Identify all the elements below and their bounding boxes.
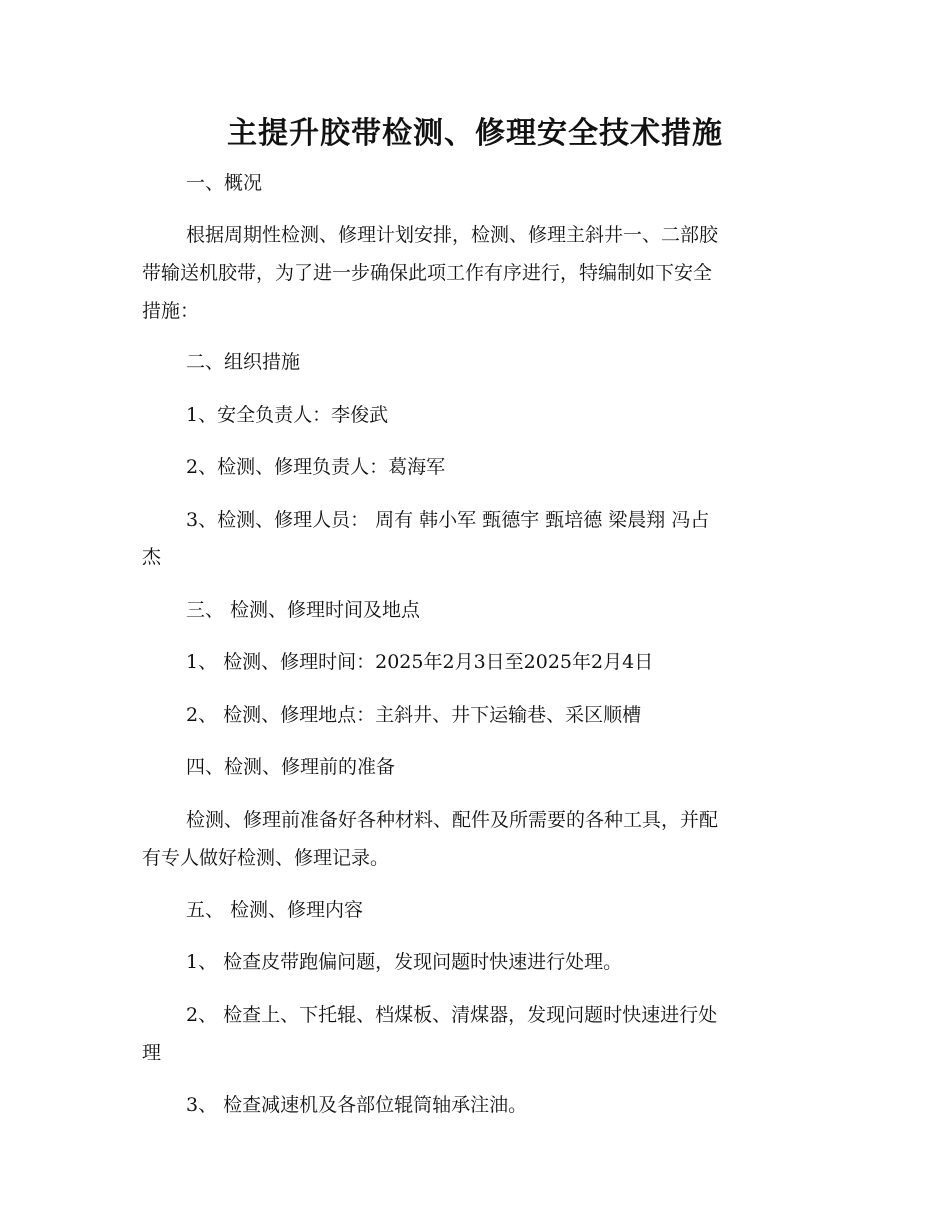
overview-paragraph-line-3: 措施： bbox=[142, 300, 200, 322]
content-item-3: 3、 检查减速机及各部位辊筒轴承注油。 bbox=[186, 1094, 528, 1116]
content-item-2-line-2: 理 bbox=[142, 1042, 162, 1064]
section-heading-content: 五、 检测、修理内容 bbox=[186, 899, 364, 921]
time-location-item-2: 2、 检测、修理地点：主斜井、井下运输巷、采区顺槽 bbox=[186, 704, 642, 726]
section-heading-time-location: 三、 检测、修理时间及地点 bbox=[186, 599, 421, 621]
organization-item-3-line-1: 3、检测、修理人员： 周有 韩小军 甄德宇 甄培德 梁晨翔 冯占 bbox=[186, 509, 710, 531]
overview-paragraph-line-2: 带输送机胶带，为了进一步确保此项工作有序进行，特编制如下安全 bbox=[142, 262, 713, 284]
section-heading-organization: 二、组织措施 bbox=[186, 351, 301, 373]
content-item-1: 1、 检查皮带跑偏问题，发现问题时快速进行处理。 bbox=[186, 951, 623, 973]
overview-paragraph-line-1: 根据周期性检测、修理计划安排，检测、修理主斜井一、二部胶 bbox=[186, 224, 719, 246]
organization-item-3-line-2: 杰 bbox=[142, 546, 162, 568]
organization-item-1: 1、安全负责人：李俊武 bbox=[186, 404, 389, 426]
document-title: 主提升胶带检测、修理安全技术措施 bbox=[227, 116, 723, 151]
content-item-2-line-1: 2、 检查上、下托辊、档煤板、清煤器，发现问题时快速进行处 bbox=[186, 1004, 718, 1026]
section-heading-overview: 一、概况 bbox=[186, 172, 263, 194]
section-heading-preparation: 四、检测、修理前的准备 bbox=[186, 756, 396, 778]
time-location-item-1: 1、 检测、修理时间：2025年2月3日至2025年2月4日 bbox=[186, 651, 654, 673]
preparation-paragraph-line-2: 有专人做好检测、修理记录。 bbox=[142, 847, 390, 869]
preparation-paragraph-line-1: 检测、修理前准备好各种材料、配件及所需要的各种工具，并配 bbox=[186, 809, 719, 831]
organization-item-2: 2、检测、修理负责人：葛海军 bbox=[186, 456, 446, 478]
